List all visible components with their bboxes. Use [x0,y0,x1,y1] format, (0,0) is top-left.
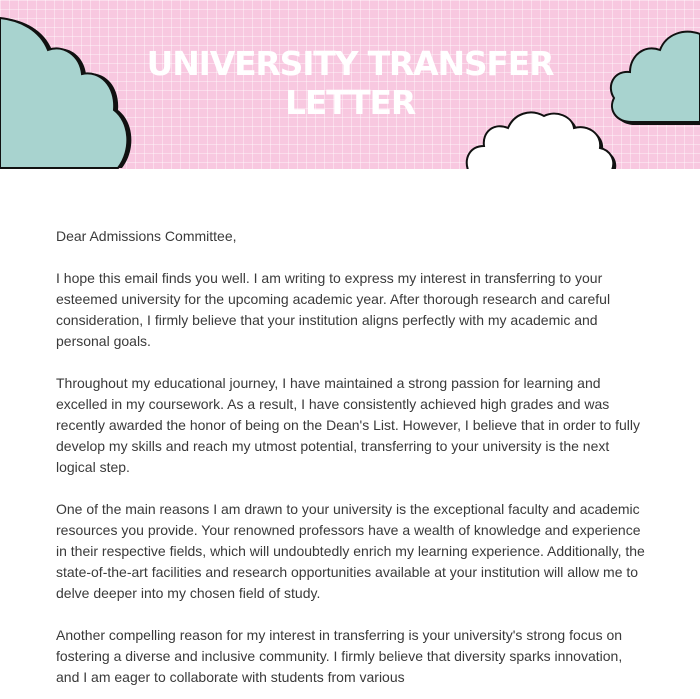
paragraph-2: Throughout my educational journey, I have maintained a strong passion for learning and excelled in my coursework. As a result, I have consistently achieved high grades and was recently awarded the honor of being on the Dean's List. However, I believe that in order to fully develop my skills and reach my utmost potential, transferring to your university is the next logical step. [56,375,641,475]
page-title [0,44,700,122]
paragraph-1: I hope this email finds you well. I am writing to express my interest in transferring to your esteemed university for the upcoming academic year. After thorough research and careful consideration, I firmly believe that your institution aligns perfectly with my academic and personal goals. [56,270,611,349]
title-line-2: LETTER [284,83,416,122]
letter-body [56,226,646,699]
paragraph-4: Another compelling reason for my interest in transferring is your university's strong focus on fostering a diverse and inclusive community. I firmly believe that diversity sparks innovation, and I am eager to collaborate with students from various [56,627,623,685]
title-line-1: UNIVERSITY TRANSFER [146,44,554,83]
paragraph-3: One of the main reasons I am drawn to your university is the exceptional faculty and academic resources you provide. Your renowned professors have a wealth of knowledge and experience in their respective fields, which will undoubtedly enrich my learning experience. Additionally, the state-of-the-art facilities and research opportunities available at your institution will allow me to delve deeper into my chosen field of study. [56,501,645,601]
header-banner [0,0,700,169]
salutation: Dear Admissions Committee, [56,228,237,244]
